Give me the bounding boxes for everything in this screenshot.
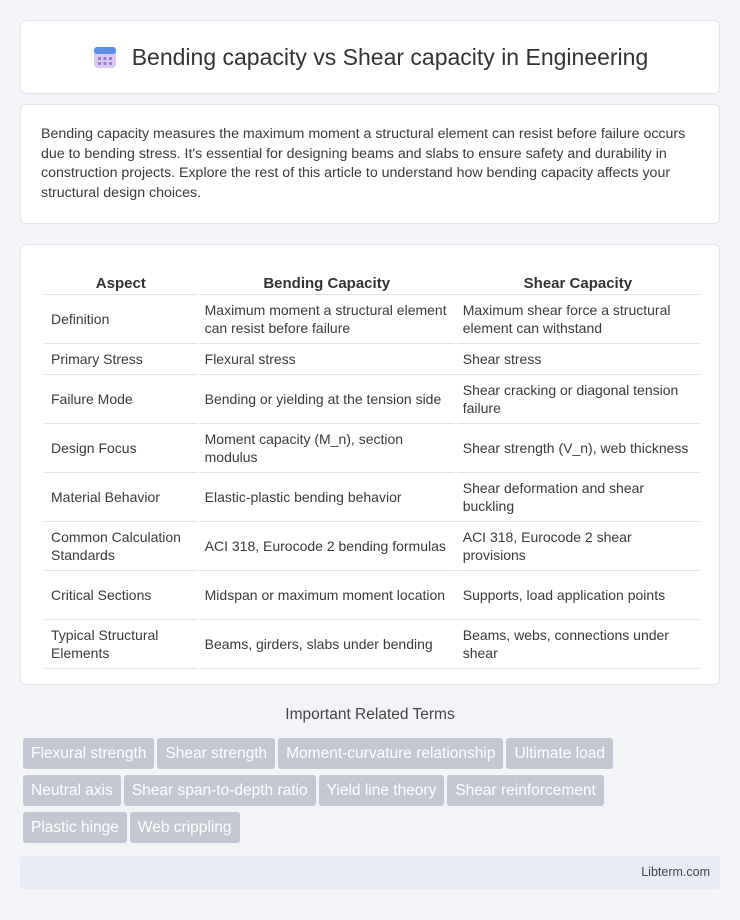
table-cell: Definition <box>45 295 197 344</box>
table-cell: Maximum shear force a structural element can withstand <box>457 295 699 344</box>
related-term-tag[interactable]: Flexural strength <box>23 738 154 769</box>
table-cell: Primary Stress <box>45 344 197 375</box>
table-cell: ACI 318, Eurocode 2 bending formulas <box>199 522 455 571</box>
comparison-table <box>43 265 701 669</box>
table-cell: Typical Structural Elements <box>45 620 197 669</box>
table-cell: Design Focus <box>45 424 197 473</box>
table-cell: Beams, girders, slabs under bending <box>199 620 455 669</box>
table-cell: Elastic-plastic bending behavior <box>199 473 455 522</box>
related-terms-title: Important Related Terms <box>285 706 455 723</box>
table-cell: Flexural stress <box>199 344 455 375</box>
comparison-table-card <box>20 244 720 685</box>
table-row <box>45 424 699 473</box>
related-term-tag[interactable]: Yield line theory <box>319 775 445 806</box>
table-header-aspect: Aspect <box>45 265 197 295</box>
table-cell: Critical Sections <box>45 571 197 620</box>
related-term-tag[interactable]: Shear reinforcement <box>447 775 603 806</box>
table-cell: Midspan or maximum moment location <box>199 571 455 620</box>
related-term-tag[interactable]: Ultimate load <box>506 738 612 769</box>
table-cell: Common Calculation Standards <box>45 522 197 571</box>
table-row <box>45 295 699 344</box>
table-header-bending: Bending Capacity <box>199 265 455 295</box>
footer-brand-link[interactable]: Libterm.com <box>641 865 710 879</box>
table-row <box>45 375 699 424</box>
table-cell: Failure Mode <box>45 375 197 424</box>
table-cell: Shear deformation and shear buckling <box>457 473 699 522</box>
table-cell: Maximum moment a structural element can resist before failure <box>199 295 455 344</box>
table-row <box>45 473 699 522</box>
table-row <box>45 571 699 620</box>
table-row <box>45 620 699 669</box>
table-header-shear: Shear Capacity <box>457 265 699 295</box>
table-row <box>45 522 699 571</box>
footer <box>20 856 720 889</box>
page-title: Bending capacity vs Shear capacity in Engineering <box>131 43 649 70</box>
related-term-tag[interactable]: Shear span-to-depth ratio <box>124 775 316 806</box>
calendar-icon <box>92 44 118 70</box>
table-cell: Bending or yielding at the tension side <box>199 375 455 424</box>
table-row <box>45 344 699 375</box>
table-cell: Supports, load application points <box>457 571 699 620</box>
related-term-tag[interactable]: Plastic hinge <box>23 812 127 843</box>
table-cell: Shear cracking or diagonal tension failure <box>457 375 699 424</box>
intro-card <box>20 104 720 224</box>
related-term-tag[interactable]: Shear strength <box>157 738 275 769</box>
related-term-tag[interactable]: Neutral axis <box>23 775 121 806</box>
header-card <box>20 20 720 94</box>
intro-text: Bending capacity measures the maximum moment a structural element can resist before failure occurs due to bending stress. It's essential for designing beams and slabs to ensure safety and durability in construction projects. Explore the rest of this article to understand how bending capacity affects your structural design choices. <box>41 126 686 201</box>
table-cell: ACI 318, Eurocode 2 shear provisions <box>457 522 699 571</box>
related-term-tag[interactable]: Moment-curvature relationship <box>278 738 503 769</box>
related-term-tag[interactable]: Web crippling <box>130 812 240 843</box>
table-cell: Material Behavior <box>45 473 197 522</box>
table-cell: Shear stress <box>457 344 699 375</box>
related-terms-list <box>23 738 723 849</box>
table-cell: Beams, webs, connections under shear <box>457 620 699 669</box>
table-cell: Moment capacity (M_n), section modulus <box>199 424 455 473</box>
table-cell: Shear strength (V_n), web thickness <box>457 424 699 473</box>
